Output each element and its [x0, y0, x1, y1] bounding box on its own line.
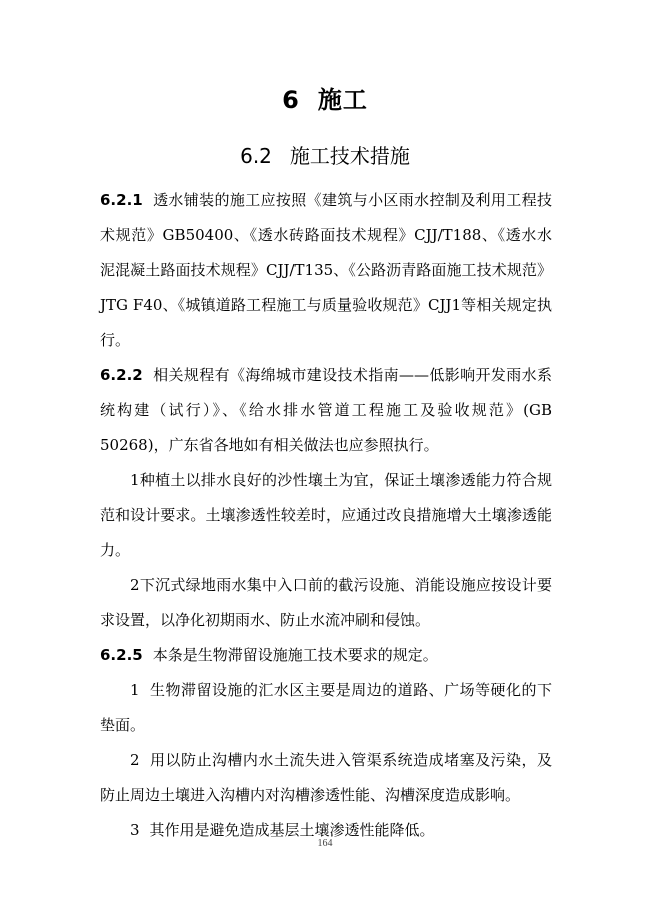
- item-text: 种植土以排水良好的沙性壤土为宜，保证土壤渗透能力符合规范和设计要求。土壤渗透性较差时，应通过改良措施增大土壤渗透能力。: [100, 471, 552, 559]
- clause-item: [100, 463, 552, 568]
- clause-item: [100, 673, 552, 743]
- clause-6-2-2: [100, 358, 552, 463]
- item-text: 用以防止沟槽内水土流失进入管渠系统造成堵塞及污染，及防止周边土壤进入沟槽内对沟槽渗透性能、沟槽深度造成影响。: [100, 751, 552, 804]
- chapter-title-text: 施工: [317, 86, 368, 114]
- item-number: 3: [130, 821, 140, 839]
- item-text: 其作用是避免造成基层土壤渗透性能降低。: [149, 821, 435, 839]
- item-number: 1: [130, 681, 140, 699]
- clause-number: 6.2.5: [100, 646, 143, 664]
- clause-number: 6.2.2: [100, 366, 143, 384]
- clause-text: 透水铺装的施工应按照《建筑与小区雨水控制及利用工程技术规范》GB50400、《透水砖路面技术规程》CJJ/T188、《透水水泥混凝土路面技术规程》CJJ/T135、《公路沥青路面施工技术规范》JTG F40、《城镇道路工程施工与质量验收规范》CJJ1等相关规定执行。: [100, 191, 552, 349]
- item-number: 2: [130, 751, 140, 769]
- clause-text: 本条是生物滞留设施施工技术要求的规定。: [152, 646, 438, 664]
- section-title: [0, 140, 650, 169]
- item-number: 2: [130, 576, 140, 594]
- chapter-number: 6: [282, 86, 300, 114]
- clause-6-2-5: [100, 638, 552, 673]
- clause-item: [100, 743, 552, 813]
- clause-text: 相关规程有《海绵城市建设技术指南——低影响开发雨水系统构建（试行）》、《给水排水管道工程施工及验收规范》(GB 50268)，广东省各地如有相关做法也应参照执行。: [100, 366, 552, 454]
- document-body: [100, 183, 552, 848]
- page-number: 164: [317, 838, 333, 849]
- chapter-title: [0, 80, 650, 115]
- item-text: 生物滞留设施的汇水区主要是周边的道路、广场等硬化的下垫面。: [100, 681, 552, 734]
- item-text: 下沉式绿地雨水集中入口前的截污设施、消能设施应按设计要求设置，以净化初期雨水、防止水流冲刷和侵蚀。: [100, 576, 552, 629]
- clause-number: 6.2.1: [100, 191, 143, 209]
- section-number: 6.2: [240, 144, 272, 168]
- section-title-text: 施工技术措施: [289, 144, 410, 168]
- item-number: 1: [130, 471, 140, 489]
- clause-6-2-1: [100, 183, 552, 358]
- clause-item: [100, 568, 552, 638]
